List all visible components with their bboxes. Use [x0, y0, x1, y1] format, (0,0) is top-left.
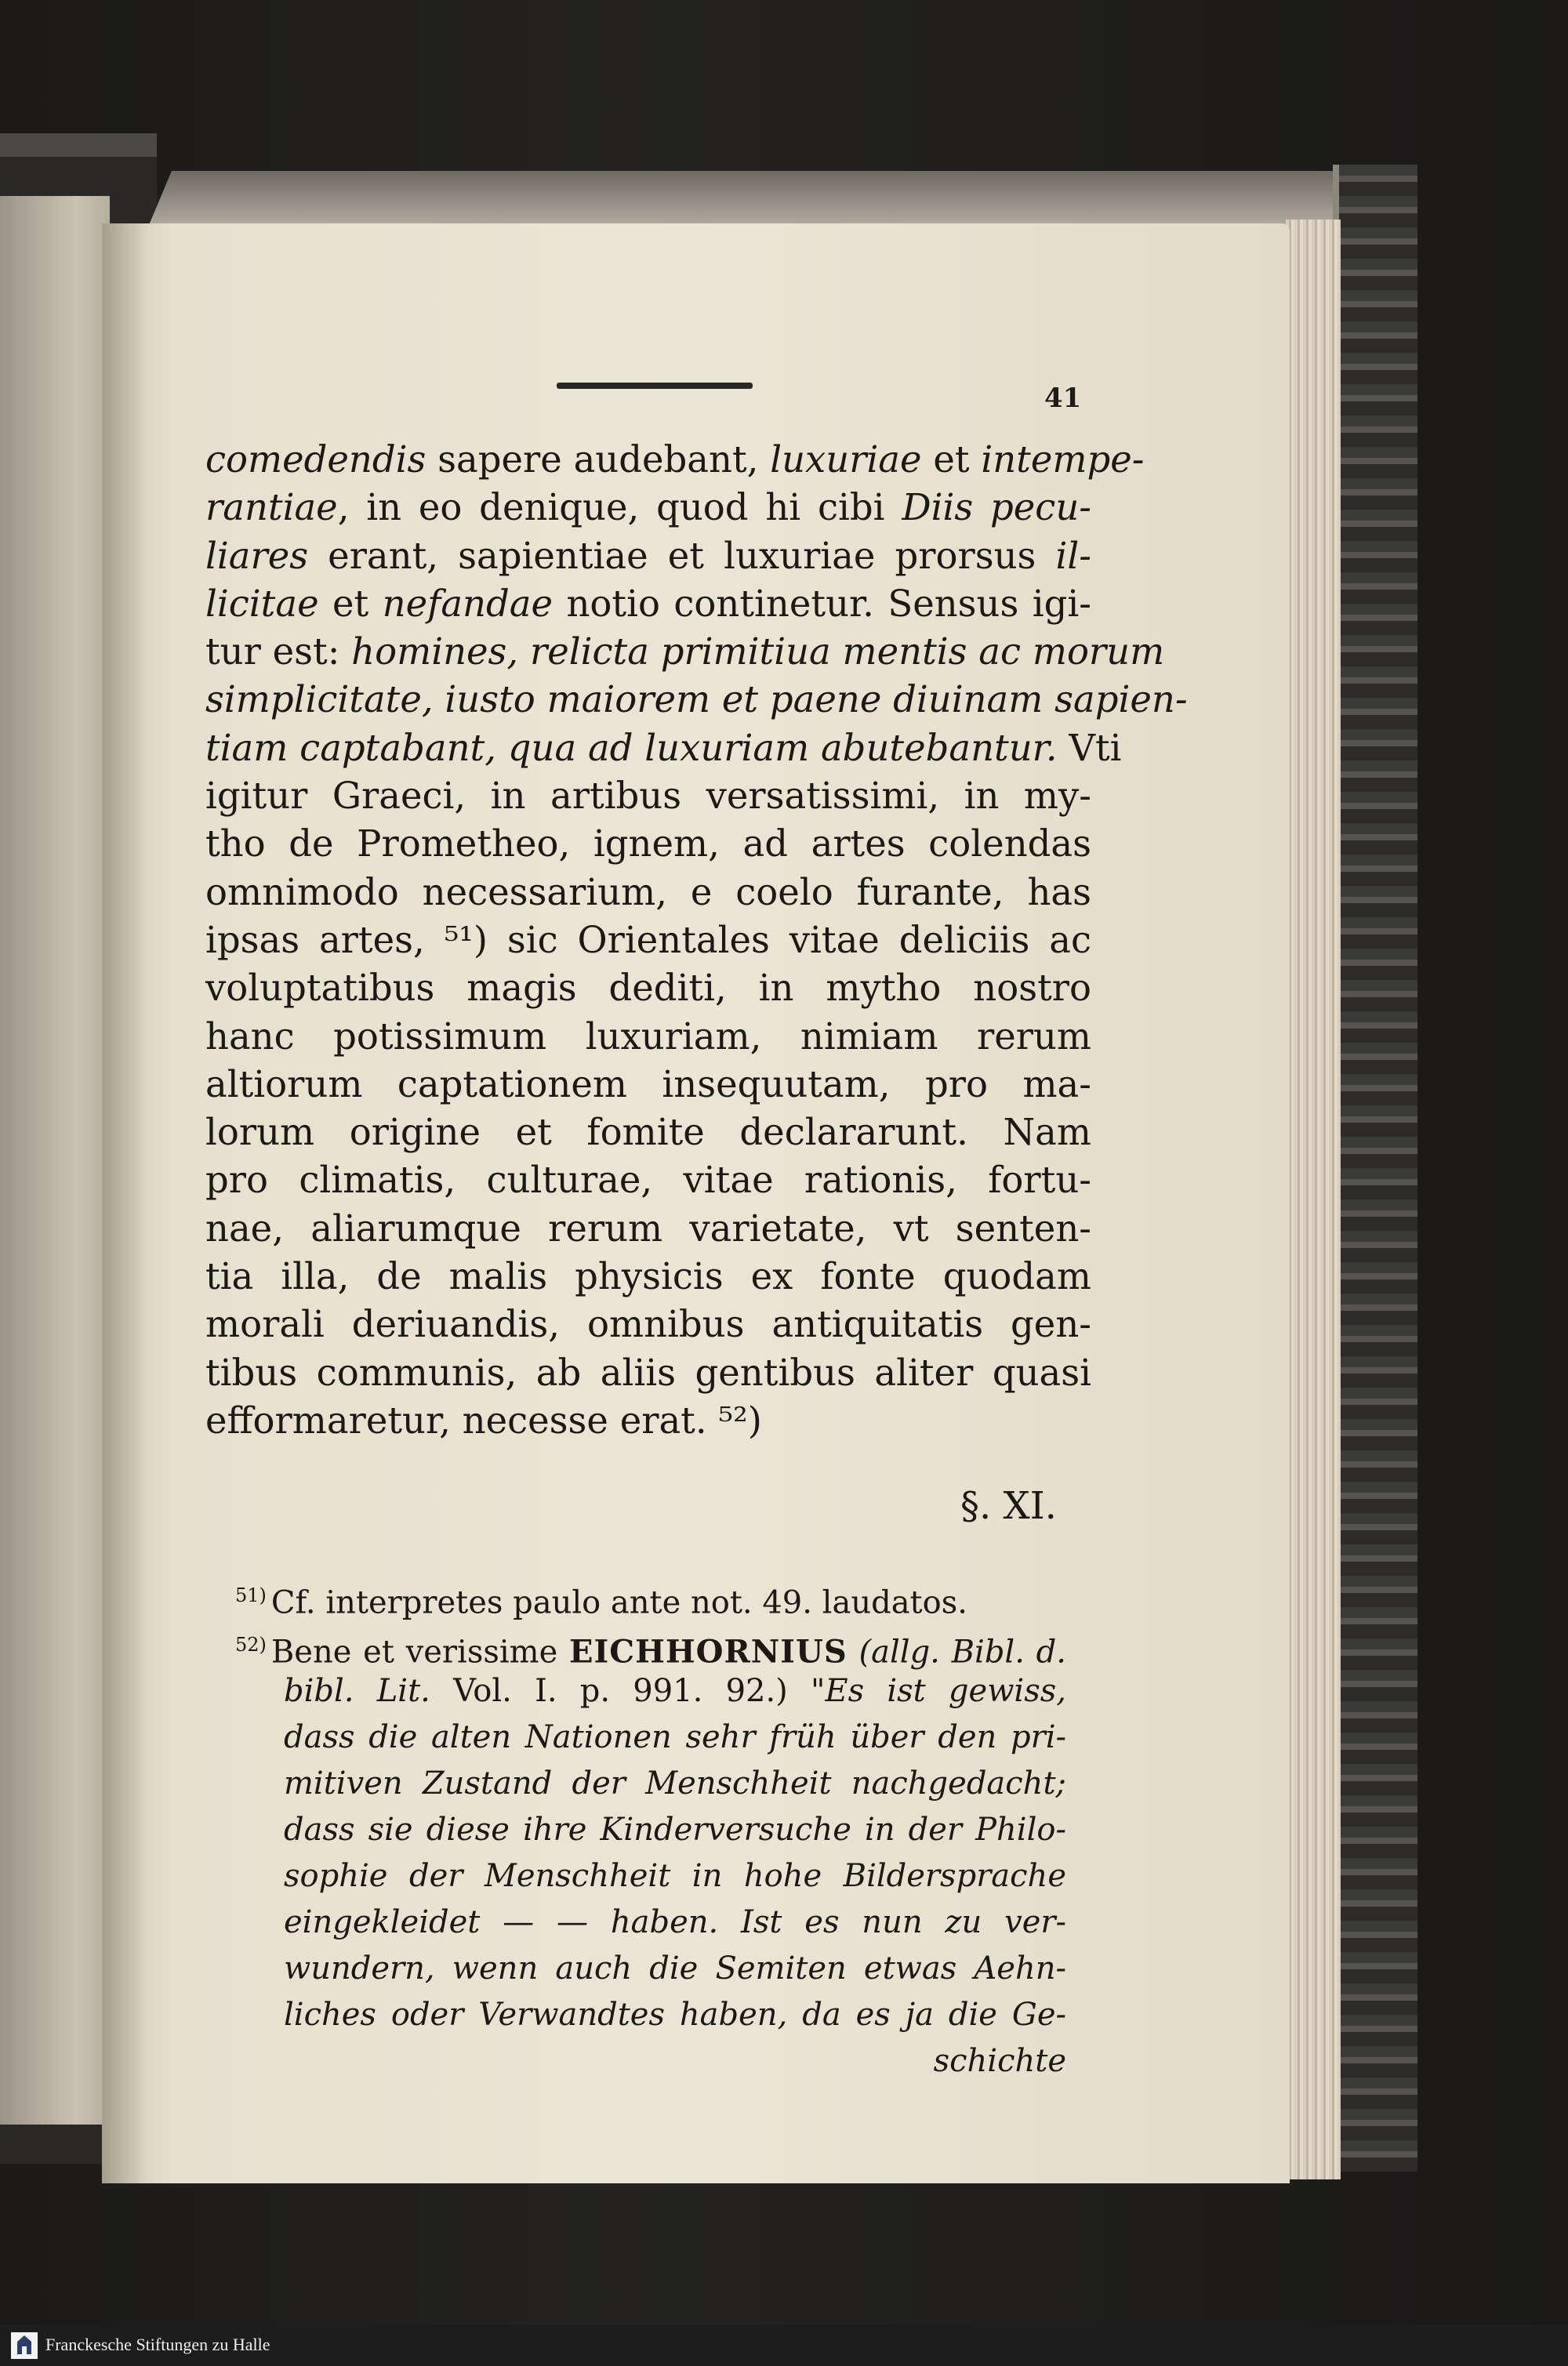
text-line: tia illa, de malis physicis ex fonte quodam: [205, 1255, 1091, 1298]
footnote-mark: 51): [235, 1584, 267, 1606]
footnote-text: Cf. interpretes paulo ante not. 49. laudatos.: [270, 1584, 967, 1621]
text-line: morali deriuandis, omnibus antiquitatis gen-: [205, 1303, 1091, 1346]
section-heading: §. XI.: [960, 1484, 1057, 1528]
facing-page-edge: [0, 196, 110, 2125]
text-line: nae, aliarumque rerum varietate, vt senten-: [205, 1207, 1091, 1250]
text-line: omnimodo necessarium, e coelo furante, has: [205, 870, 1091, 913]
text-line: simplicitate, iusto maiorem et paene diuinam sapien-: [205, 678, 1188, 721]
text-line: tur est: homines, relicta primitiua mentis ac morum: [205, 630, 1165, 673]
gutter-shadow: [102, 223, 149, 2183]
text-line: igitur Graeci, in artibus versatissimi, in my-: [205, 775, 1091, 818]
text-line: pro climatis, culturae, vitae rationis, fortu-: [205, 1159, 1091, 1202]
book-cover-right: [1333, 165, 1417, 2172]
text-line: liares erant, sapientiae et luxuriae prorsus il-: [205, 534, 1091, 577]
text-line: tho de Prometheo, ignem, ad artes colendas: [205, 822, 1091, 865]
text-line: rantiae, in eo denique, quod hi cibi Diis pecu-: [205, 486, 1091, 529]
page-block-top-edge: [110, 171, 1348, 230]
text-line: comedendis sapere audebant, luxuriae et intempe-: [205, 438, 1145, 481]
author-name: EICHHORNIUS: [569, 1633, 848, 1671]
text-line: efformaretur, necesse erat. ⁵²): [205, 1399, 762, 1442]
footnote-mark: 52): [235, 1634, 267, 1656]
text-line: ipsas artes, ⁵¹) sic Orientales vitae deliciis ac: [205, 918, 1091, 961]
text-line: tibus communis, ab aliis gentibus aliter quasi: [205, 1351, 1091, 1394]
footnote-52: $^{52)}$ Bene et verissime EICHHORNIUS (allg. Bibl. d. bibl. Lit. Vol. I. p. 991. 92.) "Es ist gewiss, dass die alten Nationen sehr früh über den pri- mitiven Zustand der Menschheit nachgedacht; dass sie diese ihre Kinderversuche in der Philo- sophie der Menschheit in hohe Bildersprache eingekleidet — — haben. Ist es nun zu ver- wundern, wenn auch die Semiten etwas Aehn- liches oder Verwandtes haben, da es ja die Ge- schichte: [235, 1633, 1066, 2079]
text-line: tiam captabant, qua ad luxuriam abutebantur. Vti: [205, 726, 1122, 769]
text-line: licitae et nefandae notio continetur. Sensus igi-: [205, 582, 1091, 625]
text-line: hanc potissimum luxuriam, nimiam rerum: [205, 1014, 1091, 1058]
text-line: altiorum captationem insequutam, pro ma-: [205, 1062, 1091, 1105]
body-text: [205, 436, 1188, 1445]
text-line: voluptatibus magis dediti, in mytho nostro: [205, 967, 1091, 1010]
page-stack-edge: [1286, 220, 1341, 2179]
footnote-51: [235, 1573, 1066, 1619]
page-number: 41: [1044, 383, 1082, 414]
header-rule: [557, 383, 753, 389]
institution-logo-icon: [11, 2332, 38, 2359]
footer-institution: Franckesche Stiftungen zu Halle: [45, 2335, 270, 2354]
text-line: lorum origine et fomite declararunt. Nam: [205, 1111, 1091, 1154]
